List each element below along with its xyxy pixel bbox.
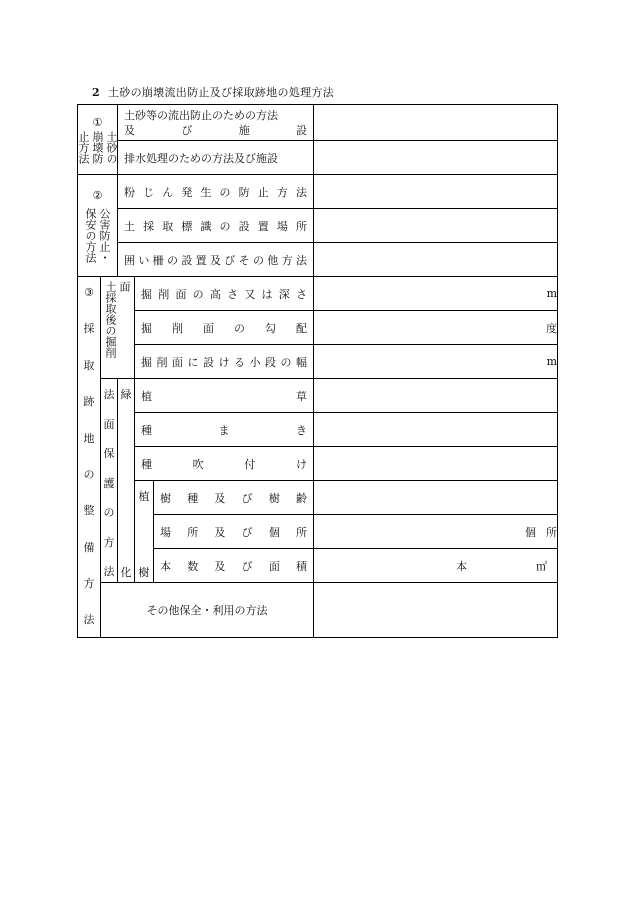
sub1-item2-label — [135, 311, 314, 345]
label-char: 配 — [296, 321, 307, 335]
value-cell[interactable] — [314, 209, 558, 243]
item-label — [135, 320, 313, 336]
label-char: 設 — [203, 355, 214, 369]
value-cell[interactable] — [314, 311, 558, 345]
table-row — [78, 277, 558, 311]
label-char: 草 — [296, 389, 308, 403]
label-char: 方 — [103, 535, 115, 549]
label-char: 生 — [200, 185, 212, 199]
label-char: 高 — [209, 287, 221, 301]
unit-label: m — [546, 355, 558, 368]
label-char: 樹 — [268, 491, 280, 505]
tree-label — [135, 481, 154, 583]
section2-title-col: 公害防止・ — [98, 207, 111, 263]
section2-item3-label — [118, 243, 314, 277]
section1-title-col: 崩壊防 — [91, 130, 104, 164]
sub1-title — [101, 281, 134, 358]
unit-label: 個所 — [525, 525, 568, 539]
label-char: 設 — [181, 253, 193, 267]
other-label — [101, 583, 314, 638]
label-char: 掘 — [141, 355, 152, 369]
label-char: 削 — [172, 321, 183, 335]
section3-sub1-label — [101, 277, 135, 379]
section-heading — [92, 84, 334, 100]
label-char: の — [192, 287, 204, 301]
title-char: の — [83, 467, 95, 481]
green-item3-label — [135, 447, 314, 481]
label-char: 樹 — [138, 565, 150, 579]
label-char: 施 — [238, 123, 250, 137]
label-char: 所 — [187, 525, 199, 539]
tree-item3-label — [154, 549, 314, 583]
label-char: 掘 — [141, 287, 152, 301]
section1-title — [78, 131, 117, 164]
label-char: 面 — [175, 287, 187, 301]
item-label — [135, 388, 313, 404]
title-char: 地 — [83, 431, 95, 445]
value-cell[interactable] — [314, 583, 558, 638]
section2-title-col: 保安の方法 — [84, 207, 97, 263]
label-char: 削 — [156, 355, 168, 369]
value-cell[interactable] — [314, 379, 558, 413]
label-char: 植 — [138, 490, 150, 503]
label-char: 削 — [158, 287, 170, 301]
label-char: 吹 — [192, 457, 204, 471]
value-cell[interactable] — [314, 243, 558, 277]
label-char: 植 — [141, 389, 152, 403]
label-char: 及 — [214, 525, 226, 539]
section2-item1-label — [118, 175, 314, 209]
green-title — [118, 379, 134, 579]
item-label — [118, 252, 313, 268]
value-cell[interactable] — [314, 105, 558, 141]
heading-title: 土砂の崩壊流出防止及び採取跡地の処理方法 — [107, 86, 334, 99]
title-char: 方 — [83, 577, 95, 590]
label-char: 深 — [278, 287, 290, 301]
table-row — [78, 413, 558, 447]
label-char: 面 — [103, 417, 115, 431]
label-char: 小 — [249, 355, 261, 369]
sub1-title-col: 面 — [118, 281, 131, 292]
value-cell[interactable] — [314, 481, 558, 515]
label-char: ん — [162, 185, 174, 199]
label-char: 囲 — [124, 253, 135, 267]
protect-label — [101, 379, 118, 583]
tree-title — [135, 481, 153, 579]
item-label — [154, 490, 313, 506]
title-char: 取 — [83, 358, 95, 372]
label-char: の — [252, 253, 264, 267]
label-char: 又 — [244, 287, 256, 301]
item-label — [154, 558, 313, 574]
table-row — [78, 141, 558, 175]
label-char: け — [218, 355, 230, 369]
unit-label: m — [546, 287, 558, 300]
section2-item2-label — [118, 209, 314, 243]
label-char: さ — [227, 287, 239, 301]
label-char: 数 — [187, 559, 199, 573]
label-char: 面 — [172, 355, 183, 369]
label-char: 所 — [296, 525, 308, 539]
label-char: 粉 — [124, 185, 135, 199]
item-label: その他保全・利用の方法 — [146, 604, 268, 617]
label-char: 付 — [244, 457, 256, 471]
value-cell[interactable] — [314, 345, 558, 379]
label-char: 本 — [160, 559, 171, 573]
form-table — [77, 104, 568, 638]
label-char: 段 — [265, 355, 276, 369]
item-label — [118, 218, 313, 234]
label-char: け — [296, 457, 308, 471]
title-char: 跡 — [83, 395, 95, 409]
label-char: 種 — [141, 423, 152, 437]
label-char: 場 — [160, 525, 171, 539]
section1-item1-label — [118, 105, 314, 141]
label-char: 種 — [141, 457, 152, 471]
title-char: 採 — [83, 322, 95, 336]
table-row — [78, 311, 558, 345]
label-char: 保 — [103, 447, 115, 461]
label-char: 齢 — [296, 491, 308, 505]
section3-title — [78, 277, 100, 627]
green-item2-label — [135, 413, 314, 447]
item-label — [135, 422, 313, 438]
label-char: 置 — [195, 253, 207, 267]
label-char: 設 — [296, 123, 308, 137]
label-char: 方 — [276, 185, 288, 199]
label-char: 法 — [295, 185, 307, 199]
label-char: 発 — [181, 185, 193, 199]
sub1-item1-label — [135, 277, 314, 311]
label-char: 識 — [200, 219, 212, 233]
label-char: の — [280, 355, 292, 369]
value-cell[interactable] — [314, 277, 558, 311]
label-char: い — [138, 253, 150, 267]
label-char: ま — [218, 423, 230, 437]
label-char: そ — [238, 253, 250, 267]
item-label — [154, 524, 313, 540]
tree-item1-label — [154, 481, 314, 515]
table-row — [78, 105, 558, 141]
label-char: 柵 — [152, 253, 164, 267]
value-cell[interactable] — [314, 515, 568, 549]
label-char: の — [103, 506, 115, 520]
label-char: 緑 — [120, 388, 132, 401]
label-char: 個 — [268, 525, 280, 539]
value-cell[interactable] — [314, 549, 558, 583]
item-label — [135, 354, 313, 370]
item-label — [135, 286, 313, 302]
label-char: 標 — [181, 219, 193, 233]
label-char: 幅 — [296, 355, 307, 369]
amount-units — [314, 558, 557, 574]
green-item1-label — [135, 379, 314, 413]
label-char: 採 — [143, 219, 155, 233]
label-char: 止 — [257, 185, 269, 199]
section1-marker: ① — [92, 115, 103, 129]
unit-label: 度 — [546, 321, 558, 335]
title-char: 備 — [83, 540, 95, 554]
label-char: の — [219, 185, 231, 199]
table-row — [78, 175, 558, 209]
unit-label: ㎡ — [536, 559, 548, 573]
section2-marker: ② — [92, 188, 103, 202]
label-char: は — [261, 287, 273, 301]
label-char: 及 — [124, 123, 135, 137]
title-char: 法 — [83, 613, 95, 627]
value-cell[interactable] — [314, 413, 558, 447]
label-char: き — [296, 423, 308, 437]
label-char: 他 — [267, 253, 279, 267]
item-label — [135, 456, 313, 472]
table-row — [78, 481, 558, 515]
label-char: の — [234, 321, 245, 335]
item-label — [118, 184, 313, 200]
label-char: 積 — [296, 559, 308, 573]
table-row — [78, 379, 558, 413]
label-char: さ — [295, 287, 307, 301]
item-label: 排水処理のための方法及び施設 — [124, 151, 278, 165]
label-char: 勾 — [265, 321, 276, 335]
green-label — [118, 379, 135, 583]
section1-item2-label — [118, 141, 314, 175]
label-char: 土 — [124, 219, 135, 233]
label-char: び — [224, 253, 236, 267]
unit-label: 本 — [456, 559, 468, 573]
sub1-item3-label — [135, 345, 314, 379]
label-char: 樹 — [160, 491, 171, 505]
label-char: 設 — [238, 219, 250, 233]
section2-label — [78, 175, 118, 277]
heading-number: 2 — [92, 86, 100, 99]
label-char: に — [187, 355, 199, 369]
value-cell[interactable] — [314, 175, 558, 209]
label-char: の — [166, 253, 178, 267]
label-char: じ — [143, 185, 155, 199]
section3-label — [78, 277, 101, 638]
label-char: 種 — [187, 491, 199, 505]
label-char: 置 — [257, 219, 269, 233]
section3-marker: ③ — [84, 286, 94, 299]
sub1-title-col: 土採取後の掘削 — [104, 281, 117, 358]
label-char: 方 — [281, 253, 293, 267]
section2-title — [78, 208, 117, 263]
label-char: 化 — [120, 565, 132, 579]
table-row — [78, 345, 558, 379]
label-char: び — [241, 491, 253, 505]
table-row — [78, 243, 558, 277]
label-char: 及 — [214, 559, 226, 573]
label-char: び — [241, 559, 253, 573]
label-char: の — [219, 219, 231, 233]
table-row — [78, 447, 558, 481]
section1-title-col: 土砂の — [105, 130, 118, 164]
label-char: 取 — [162, 219, 174, 233]
label-char: 及 — [209, 253, 221, 267]
label-char: 法 — [103, 388, 115, 401]
section1-label — [78, 105, 118, 175]
label-char: 防 — [238, 185, 250, 199]
value-cell[interactable] — [314, 447, 558, 481]
table-row — [78, 209, 558, 243]
label-char: 場 — [276, 219, 288, 233]
label-char: 所 — [295, 219, 307, 233]
label-char: 及 — [214, 491, 226, 505]
label-char: 護 — [103, 476, 115, 490]
item-label-line — [124, 123, 307, 138]
title-char: 整 — [83, 504, 95, 518]
label-char: 法 — [295, 253, 307, 267]
tree-item2-label — [154, 515, 314, 549]
table-row — [78, 583, 558, 638]
label-char: 面 — [203, 321, 214, 335]
item-label-line: 土砂等の流出防止のための方法 — [124, 108, 278, 122]
label-char: 面 — [268, 559, 280, 573]
section1-title-col: 止方法 — [77, 130, 90, 164]
label-char: び — [241, 525, 253, 539]
label-char: 法 — [103, 565, 115, 579]
label-char: る — [234, 355, 245, 369]
label-char: び — [181, 123, 193, 137]
protect-title — [101, 379, 117, 579]
value-cell[interactable] — [314, 141, 558, 175]
label-char: 掘 — [141, 321, 152, 335]
